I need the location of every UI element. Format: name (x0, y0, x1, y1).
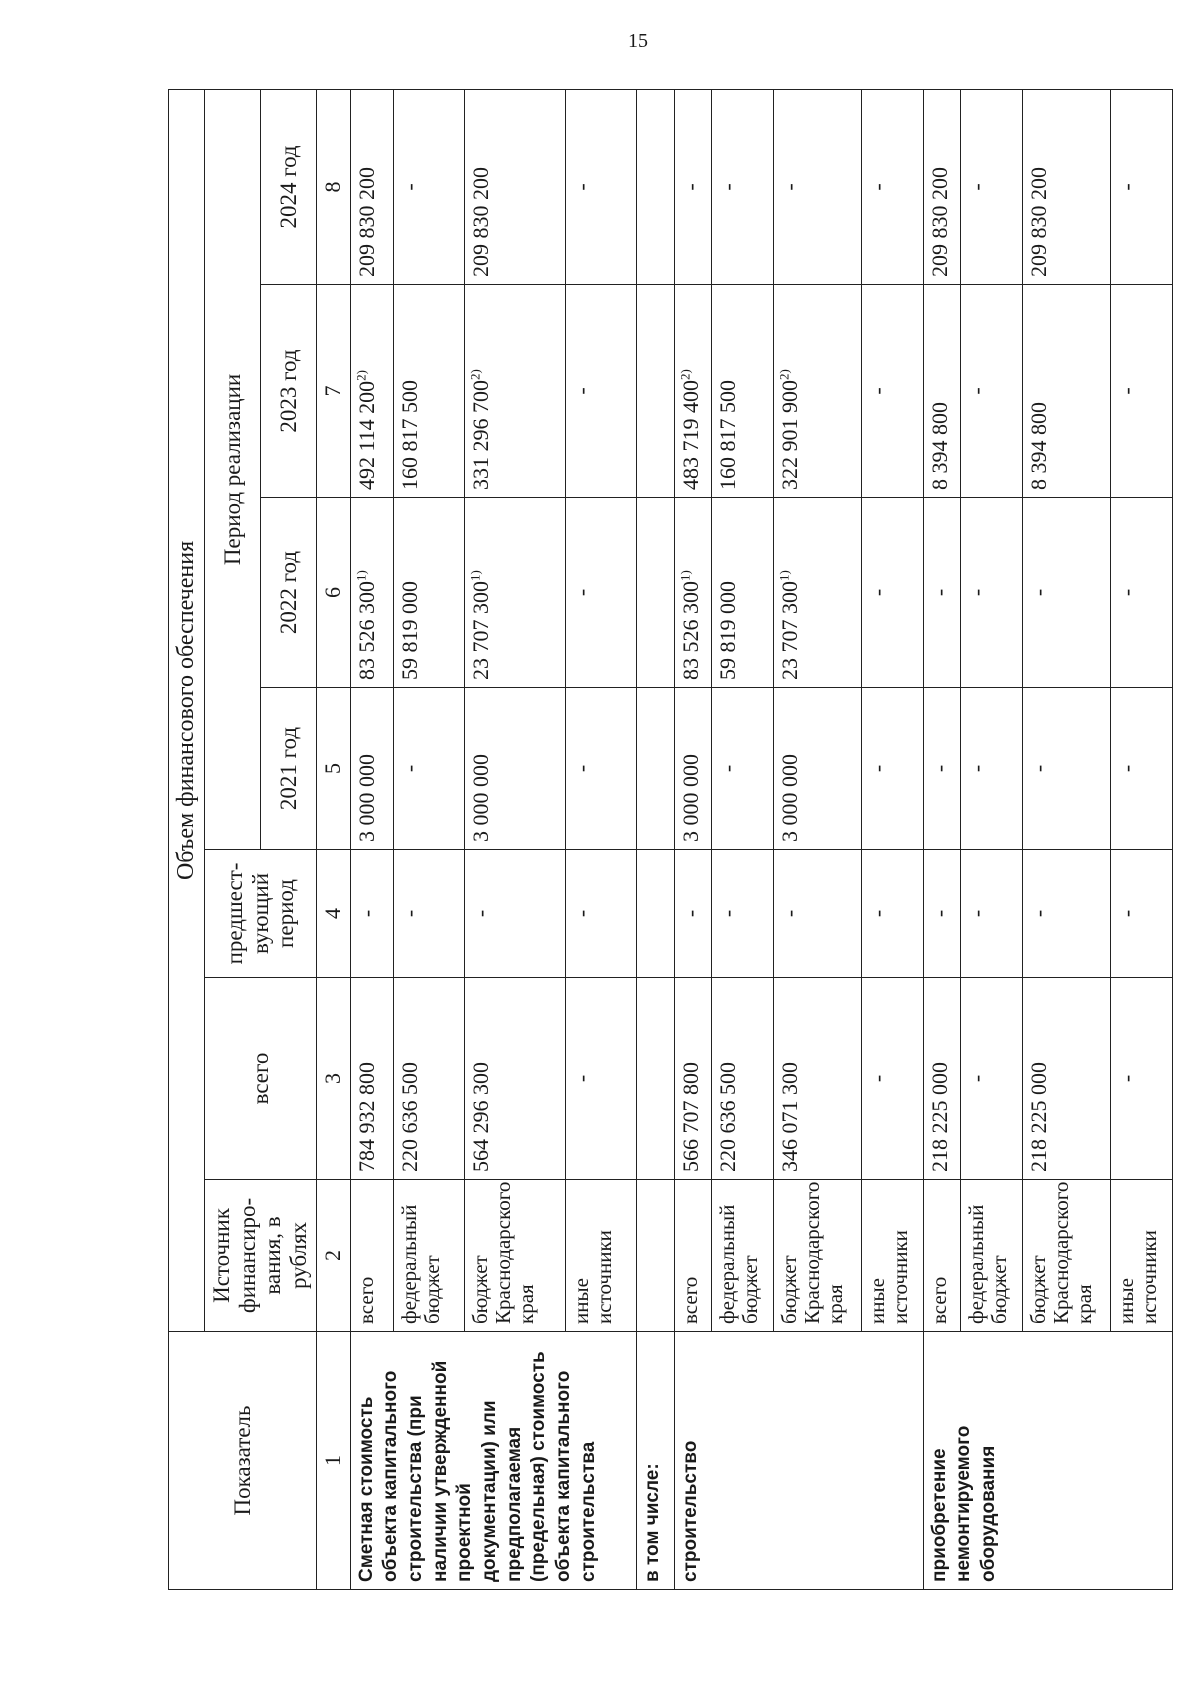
y2021-cell (350, 688, 393, 850)
y2021-cell-value: - (1025, 764, 1051, 773)
total-cell (350, 978, 393, 1180)
footnote-mark: 2) (467, 369, 483, 380)
preceding-cell-value: - (467, 909, 493, 918)
y2021-cell-value: - (864, 764, 890, 773)
total-cell-value: 218 225 000 (1025, 1062, 1051, 1172)
y2023-cell-value: 8 394 800 (1025, 402, 1051, 490)
preceding-cell (674, 850, 712, 978)
column-number: 8 (316, 89, 350, 284)
preceding-cell-value: - (964, 909, 990, 918)
y2022-cell-value: - (568, 588, 594, 597)
y2024-cell (861, 89, 923, 284)
page-number: 15 (628, 30, 648, 52)
y2023-cell-value: 322 901 900 (777, 380, 803, 490)
y2022-cell (961, 498, 1023, 688)
source-cell (1022, 1180, 1110, 1332)
header-preceding: предшест-вующий период (204, 850, 316, 978)
y2022-cell (861, 498, 923, 688)
column-number: 4 (316, 850, 350, 978)
empty-cell (636, 498, 674, 688)
y2024-cell-value: - (964, 183, 990, 191)
y2024-cell (350, 89, 393, 284)
y2022-cell (712, 498, 774, 688)
footnote-mark: 1) (353, 570, 369, 581)
header-2021: 2021 год (260, 688, 316, 850)
source-cell-value: иные источники (864, 1230, 912, 1324)
y2023-cell-value: 331 296 700 (467, 380, 493, 490)
y2022-cell (1022, 498, 1110, 688)
y2022-cell (565, 498, 636, 688)
indicator-cell-value: в том числе: (641, 1463, 663, 1582)
y2021-cell-value: - (715, 764, 741, 773)
y2022-cell-value: 23 707 300 (467, 581, 493, 680)
y2023-cell-value: - (964, 387, 990, 395)
y2024-cell (712, 89, 774, 284)
y2021-cell (674, 688, 712, 850)
preceding-cell-value: - (864, 909, 890, 918)
empty-cell (636, 1180, 674, 1332)
y2022-cell (393, 498, 464, 688)
footnote-mark: 1) (467, 570, 483, 581)
financing-table (168, 89, 1173, 1590)
y2024-cell-value: - (396, 183, 422, 191)
y2024-cell (923, 89, 961, 284)
source-cell (712, 1180, 774, 1332)
preceding-cell-value: - (677, 909, 703, 918)
source-cell (674, 1180, 712, 1332)
y2023-cell-value: 160 817 500 (396, 380, 422, 490)
total-cell (1110, 978, 1172, 1180)
source-cell (565, 1180, 636, 1332)
column-numbers-row (316, 89, 350, 1589)
y2024-cell-value: - (715, 183, 741, 191)
source-cell-value: федеральный бюджет (964, 1204, 1012, 1324)
y2024-cell-value: 209 830 200 (926, 167, 952, 277)
y2023-cell-value: - (1113, 387, 1139, 395)
source-cell-value: бюджет Краснодарского края (777, 1181, 848, 1324)
y2022-cell (1110, 498, 1172, 688)
indicator-cell (674, 1332, 923, 1590)
y2023-cell (1022, 285, 1110, 498)
y2023-cell-value: 492 114 200 (353, 380, 379, 490)
preceding-cell (923, 850, 961, 978)
y2021-cell (861, 688, 923, 850)
preceding-cell (1022, 850, 1110, 978)
y2022-cell-value: 23 707 300 (777, 581, 803, 680)
source-cell (350, 1180, 393, 1332)
table-row (674, 89, 712, 1589)
column-number: 6 (316, 498, 350, 688)
source-cell (861, 1180, 923, 1332)
column-number: 3 (316, 978, 350, 1180)
y2024-cell (393, 89, 464, 284)
y2023-cell (350, 285, 393, 498)
y2021-cell-value: - (1113, 764, 1139, 773)
total-cell (464, 978, 565, 1180)
y2021-cell-value: 3 000 000 (777, 754, 803, 842)
y2024-cell-value: 209 830 200 (353, 167, 379, 277)
y2022-cell (923, 498, 961, 688)
total-cell (774, 978, 862, 1180)
indicator-cell (923, 1332, 1172, 1590)
total-cell-value: 220 636 500 (396, 1062, 422, 1172)
rotated-page-area (168, 90, 1161, 1590)
table-body (350, 89, 1172, 1589)
total-cell (923, 978, 961, 1180)
total-cell-value: - (864, 1074, 890, 1083)
preceding-cell (350, 850, 393, 978)
y2022-cell-value: 83 526 300 (677, 581, 703, 680)
source-cell (464, 1180, 565, 1332)
empty-cell (636, 978, 674, 1180)
indicator-cell-value: приобретение немонтируемого оборудования (928, 1425, 999, 1582)
y2021-cell (961, 688, 1023, 850)
header-period: Период реализации (204, 89, 260, 849)
total-cell-value: 220 636 500 (715, 1062, 741, 1172)
y2022-cell-value: - (926, 588, 952, 597)
y2021-cell (565, 688, 636, 850)
table-row (636, 89, 674, 1589)
financing-table-container (168, 90, 1161, 1590)
source-cell (393, 1180, 464, 1332)
preceding-cell-value: - (777, 909, 803, 918)
y2023-cell-value: 160 817 500 (715, 380, 741, 490)
y2021-cell-value: - (396, 764, 422, 773)
empty-cell (636, 285, 674, 498)
y2022-cell-value: 59 819 000 (396, 581, 422, 680)
footnote-mark: 1) (677, 570, 693, 581)
source-cell (923, 1180, 961, 1332)
y2023-cell (923, 285, 961, 498)
y2023-cell (464, 285, 565, 498)
empty-cell (636, 89, 674, 284)
header-2023: 2023 год (260, 285, 316, 498)
y2021-cell-value: - (568, 764, 594, 773)
preceding-cell (961, 850, 1023, 978)
indicator-cell-value: строительство (679, 1440, 701, 1582)
indicator-cell-value: Сметная стоимость объекта капитального строительства (при наличии утвержденной проектной документации) или предполагаемая (предельная) стоимость объекта капитального строительства (355, 1351, 599, 1582)
total-cell-value: 218 225 000 (926, 1062, 952, 1172)
y2021-cell (1110, 688, 1172, 850)
total-cell-value: - (568, 1074, 594, 1083)
y2022-cell-value: - (1113, 588, 1139, 597)
total-cell (712, 978, 774, 1180)
y2021-cell-value: 3 000 000 (353, 754, 379, 842)
source-cell-value: иные источники (568, 1230, 616, 1324)
y2024-cell-value: - (864, 183, 890, 191)
y2021-cell-value: - (964, 764, 990, 773)
header-volume: Объем финансового обеспечения (169, 89, 205, 1331)
y2022-cell-value: - (864, 588, 890, 597)
header-2022: 2022 год (260, 498, 316, 688)
empty-cell (636, 688, 674, 850)
y2023-cell-value: - (864, 387, 890, 395)
y2022-cell-value: - (964, 588, 990, 597)
y2021-cell-value: - (926, 764, 952, 773)
preceding-cell (464, 850, 565, 978)
header-indicator: Показатель (169, 1332, 317, 1590)
source-cell (1110, 1180, 1172, 1332)
header-source: Источник финансиро-вания, в рублях (204, 1180, 316, 1332)
total-cell-value: - (1113, 1074, 1139, 1083)
y2024-cell-value: 209 830 200 (467, 167, 493, 277)
y2022-cell-value: 59 819 000 (715, 581, 741, 680)
y2023-cell-value: 483 719 400 (677, 380, 703, 490)
y2023-cell (393, 285, 464, 498)
total-cell (961, 978, 1023, 1180)
preceding-cell (1110, 850, 1172, 978)
y2024-cell (1110, 89, 1172, 284)
source-cell (774, 1180, 862, 1332)
preceding-cell-value: - (1113, 909, 1139, 918)
y2024-cell (565, 89, 636, 284)
total-cell (1022, 978, 1110, 1180)
total-cell (861, 978, 923, 1180)
y2022-cell-value: - (1025, 588, 1051, 597)
y2023-cell-value: 8 394 800 (926, 402, 952, 490)
y2023-cell-value: - (568, 387, 594, 395)
footnote-mark: 1) (776, 570, 792, 581)
y2023-cell (565, 285, 636, 498)
y2021-cell-value: 3 000 000 (677, 754, 703, 842)
preceding-cell-value: - (926, 909, 952, 918)
column-number: 5 (316, 688, 350, 850)
indicator-cell (636, 1332, 674, 1590)
y2022-cell (464, 498, 565, 688)
total-cell (393, 978, 464, 1180)
y2022-cell (350, 498, 393, 688)
y2024-cell-value: - (777, 183, 803, 191)
preceding-cell (393, 850, 464, 978)
y2023-cell (674, 285, 712, 498)
preceding-cell (861, 850, 923, 978)
y2024-cell-value: - (1113, 183, 1139, 191)
source-cell-value: бюджет Краснодарского края (467, 1181, 539, 1324)
y2021-cell (923, 688, 961, 850)
y2024-cell-value: - (568, 183, 594, 191)
total-cell-value: 784 932 800 (353, 1062, 379, 1172)
y2024-cell (674, 89, 712, 284)
y2021-cell (712, 688, 774, 850)
preceding-cell (712, 850, 774, 978)
source-cell-value: федеральный бюджет (396, 1204, 444, 1324)
y2024-cell-value: - (677, 183, 703, 191)
y2023-cell (1110, 285, 1172, 498)
total-cell-value: - (964, 1074, 990, 1083)
y2024-cell (464, 89, 565, 284)
header-2024: 2024 год (260, 89, 316, 284)
source-cell-value: всего (353, 1276, 378, 1324)
y2021-cell-value: 3 000 000 (467, 754, 493, 842)
footnote-mark: 2) (776, 369, 792, 380)
total-cell-value: 346 071 300 (777, 1062, 803, 1172)
y2022-cell (674, 498, 712, 688)
source-cell-value: всего (926, 1276, 951, 1324)
footnote-mark: 2) (677, 369, 693, 380)
preceding-cell-value: - (353, 909, 379, 918)
source-cell-value: федеральный бюджет (715, 1204, 763, 1324)
y2023-cell (774, 285, 862, 498)
table-row (923, 89, 961, 1589)
indicator-cell (350, 1332, 636, 1590)
y2024-cell-value: 209 830 200 (1025, 167, 1051, 277)
y2023-cell (961, 285, 1023, 498)
y2024-cell (1022, 89, 1110, 284)
total-cell (565, 978, 636, 1180)
source-cell (961, 1180, 1023, 1332)
y2024-cell (774, 89, 862, 284)
footnote-mark: 2) (353, 369, 369, 381)
y2021-cell (774, 688, 862, 850)
y2024-cell (961, 89, 1023, 284)
total-cell-value: 566 707 800 (677, 1062, 703, 1172)
total-cell (674, 978, 712, 1180)
header-total: всего (204, 978, 316, 1180)
preceding-cell-value: - (568, 909, 594, 918)
source-cell-value: всего (677, 1276, 702, 1324)
y2023-cell (861, 285, 923, 498)
column-number: 2 (316, 1180, 350, 1332)
preceding-cell (774, 850, 862, 978)
y2021-cell (1022, 688, 1110, 850)
table-row (350, 89, 393, 1589)
source-cell-value: бюджет Краснодарского края (1025, 1181, 1097, 1324)
total-cell-value: 564 296 300 (467, 1062, 493, 1172)
y2022-cell (774, 498, 862, 688)
y2021-cell (393, 688, 464, 850)
preceding-cell-value: - (396, 909, 422, 918)
column-number: 7 (316, 285, 350, 498)
y2023-cell (712, 285, 774, 498)
preceding-cell-value: - (1025, 909, 1051, 918)
source-cell-value: иные источники (1113, 1230, 1161, 1324)
column-number: 1 (316, 1332, 350, 1590)
y2021-cell (464, 688, 565, 850)
preceding-cell-value: - (715, 909, 741, 918)
empty-cell (636, 850, 674, 978)
y2022-cell-value: 83 526 300 (353, 581, 379, 680)
preceding-cell (565, 850, 636, 978)
